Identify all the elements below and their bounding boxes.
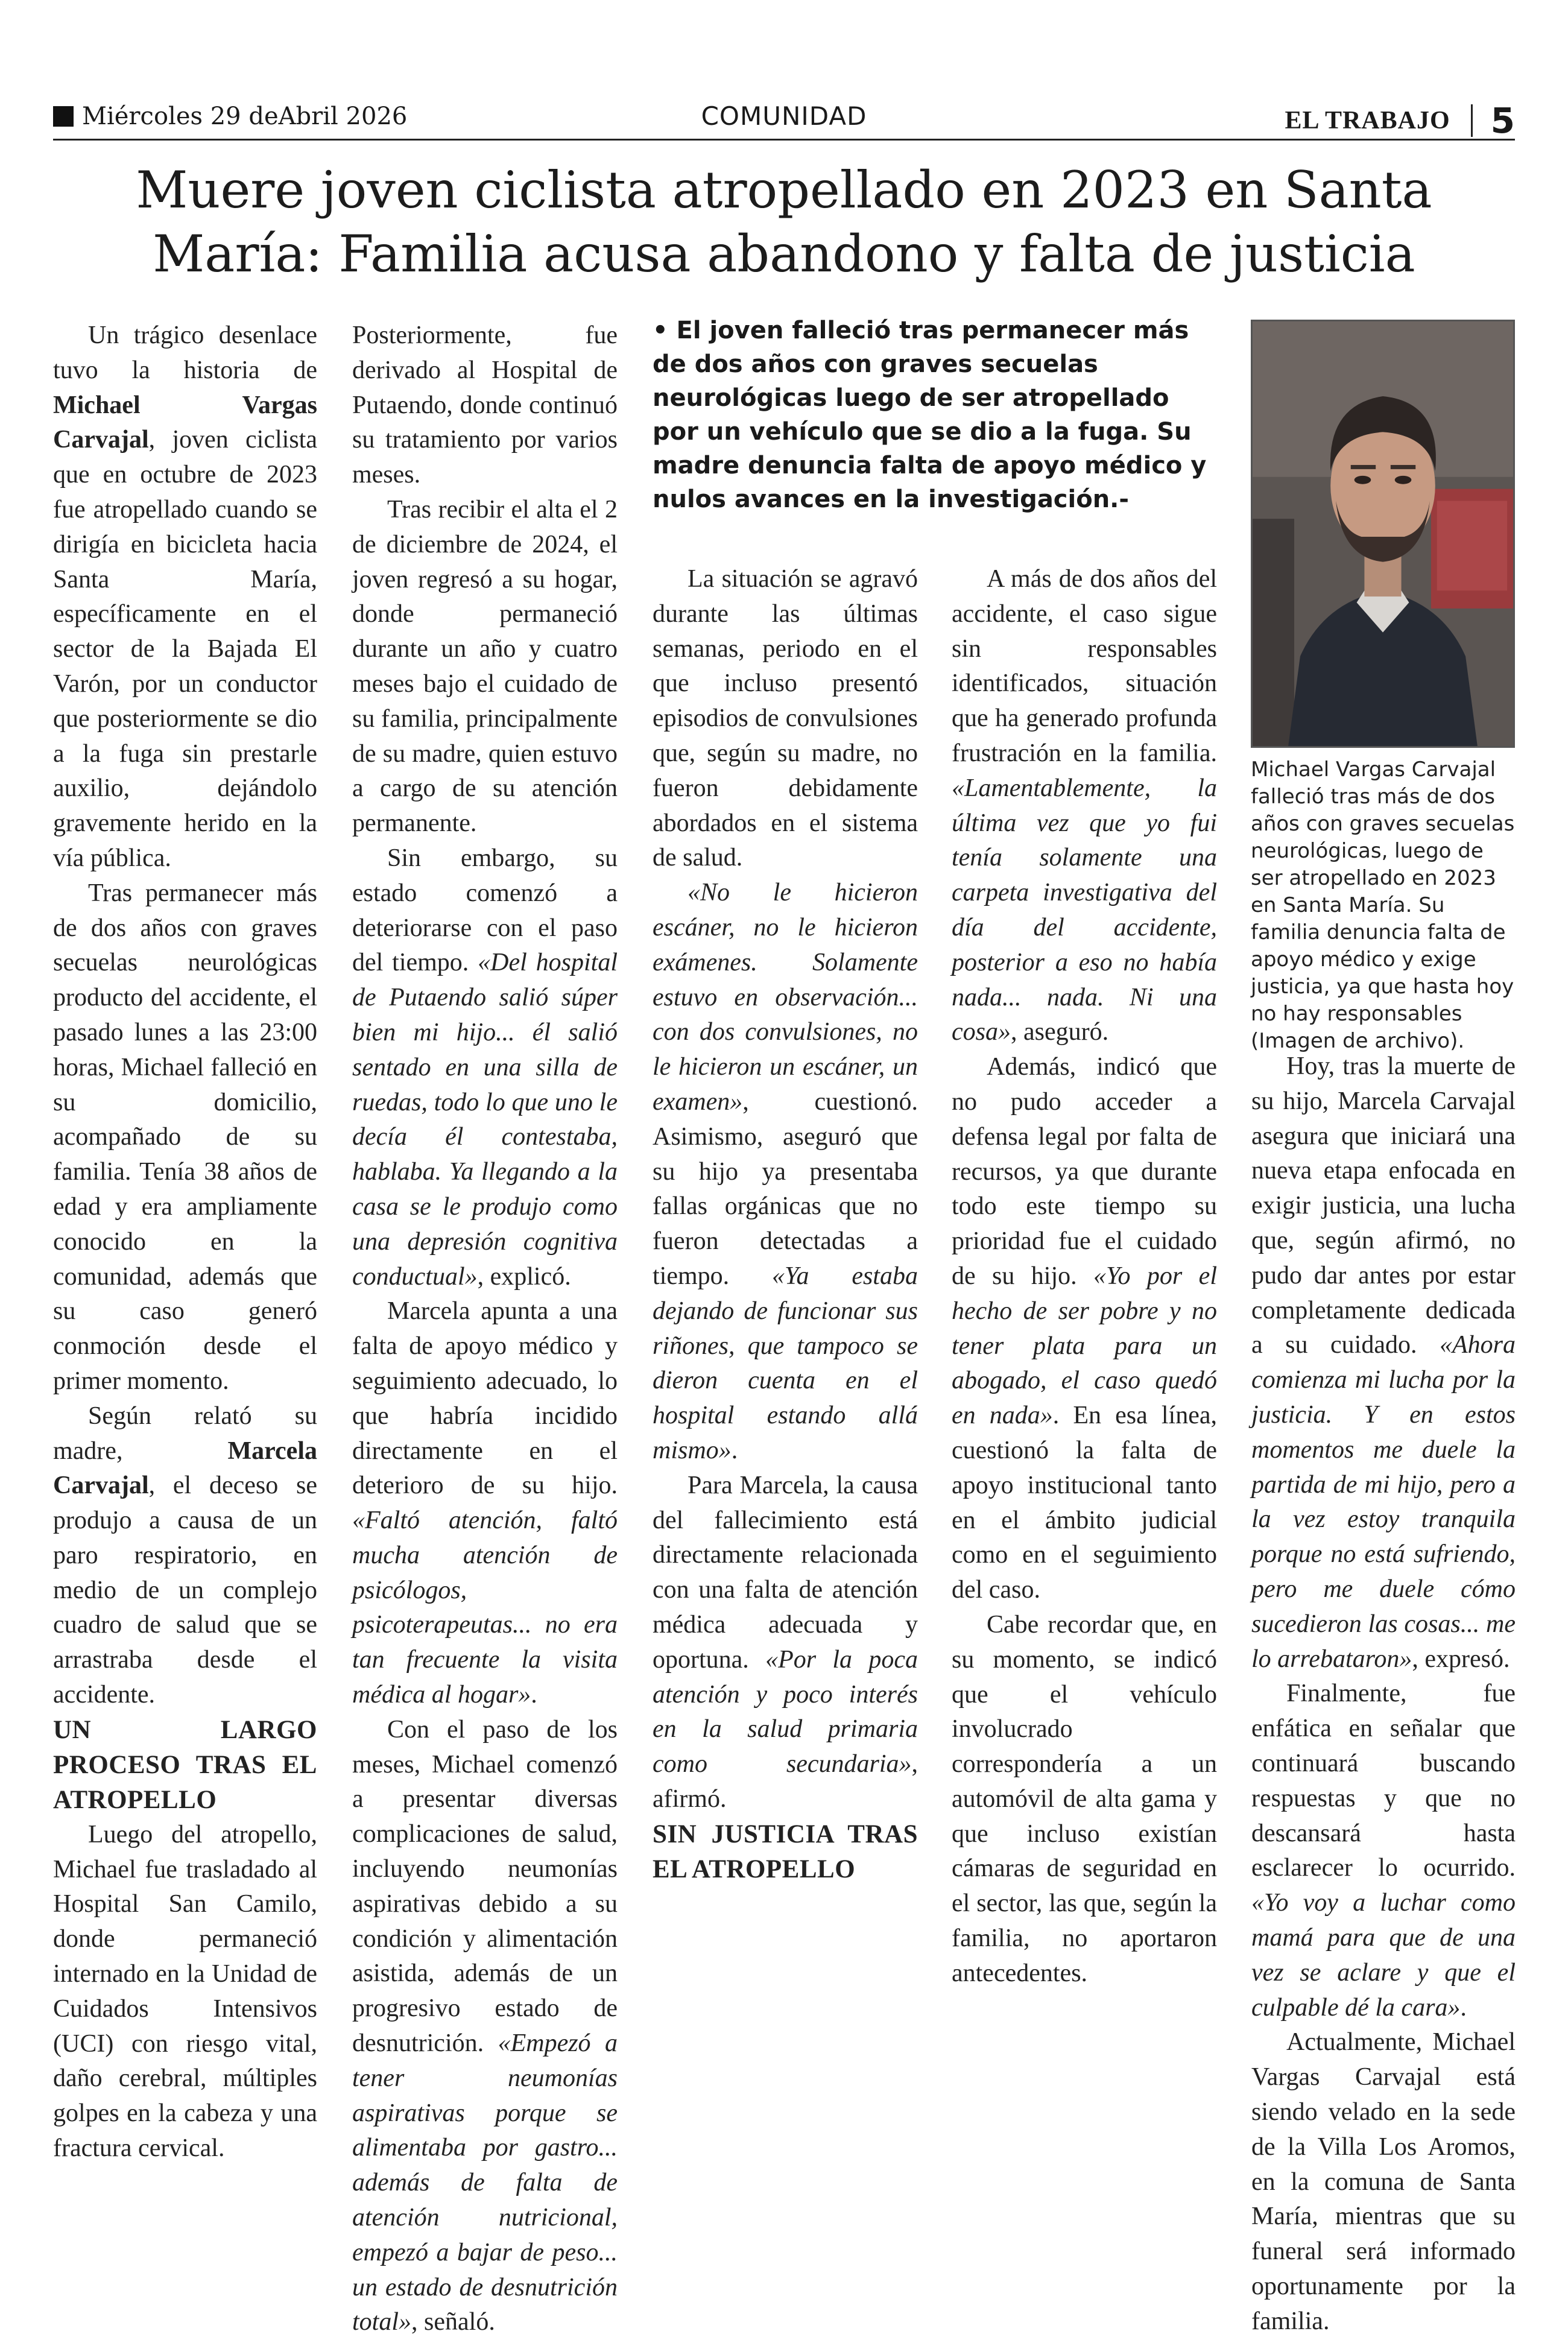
quote: «Faltó atención, faltó mucha atención de psicólogos, psicoterapeutas... no era tan frecuente la visita médica al hogar»: [352, 1507, 618, 1709]
paragraph: La situación se agravó durante las últimas semanas, periodo en el que incluso presentó episodios de convulsiones que, según su madre, no fueron debidamente abordados en el sistema de salud.: [653, 565, 918, 872]
text: Además, indicó que no pudo acceder a defensa legal por falta de recursos, ya que durante todo este tiempo su prioridad fue el cuidado de su hijo.: [952, 1053, 1217, 1290]
quote: «Por la poca atención y poco interés en la salud primaria como secundaria»: [653, 1645, 918, 1779]
text: Marcela apunta a una falta de apoyo médico y seguimiento adecuado, lo que habría incidido directamente en el deterioro de su hijo.: [352, 1297, 618, 1500]
quote: «Yo voy a luchar como mamá para que de una vez se aclare y que el culpable dé la cara»: [1251, 1889, 1516, 2022]
column-5: [1251, 1049, 1516, 2339]
text: , aseguró.: [1011, 1018, 1109, 1046]
quote: «Empezó a tener neumonías aspirativas porque se alimentaba por gastro... además de falta de atención nutricional, empezó a bajar de peso... un estado de desnutrición total»: [352, 2029, 618, 2336]
quote: «Ahora comienza mi lucha por la justicia. Y en estos momentos me duele la partida de mi hijo, pero a la vez estoy tranquila porque no está sufriendo, pero me duele cómo sucedieron las cosas... me lo arrebataron»: [1251, 1331, 1516, 1673]
page-number: 5: [1490, 100, 1515, 141]
text: , señaló.: [411, 2308, 495, 2336]
paragraph: [352, 1294, 618, 1713]
quote: «Lamentablemente, la última vez que yo fui tenía solamente una carpeta investigativa del día del accidente, posterior a eso no había nada... nada. Ni una cosa»: [952, 774, 1217, 1046]
mother-name: Marcela Carvajal: [53, 1437, 317, 1500]
paragraph: [653, 876, 918, 1469]
text: Con el paso de los meses, Michael comenzó a presentar diversas complicaciones de salud, incluyendo neumonías aspirativas debido a su condición y alimentación asistida, además de un progresivo estado de desnutrición.: [352, 1715, 618, 2058]
paragraph: Tras recibir el alta el 2 de diciembre de 2024, el joven regresó a su hogar, donde permaneció durante un año y cuatro meses bajo el cuidado de su familia, principalmente de su madre, quien estuvo a cargo de su atención permanente.: [352, 495, 618, 838]
paragraph: [952, 562, 1217, 1050]
paragraph-continued: [352, 1713, 618, 2340]
text: , expresó.: [1412, 1645, 1510, 1673]
text: , el deceso se produjo a causa de un paro respiratorio, en medio de un complejo cuadro de salud que se arrastraba desde el accidente.: [53, 1472, 317, 1709]
text: Finalmente, fue enfática en señalar que continuará buscando respuestas y que no descansará hasta esclarecer lo ocurrido.: [1251, 1680, 1516, 1882]
column-1: [53, 318, 317, 2166]
section-name: COMUNIDAD: [701, 101, 867, 131]
subheading-largo-proceso: UN LARGO PROCESO TRAS EL ATROPELLO: [53, 1715, 317, 1814]
quote: «Del hospital de Putaendo salió súper bien mi hijo... él salió sentado en una silla de ruedas, todo lo que uno le decía él contestaba, hablaba. Ya llegando a la casa se le produjo como una depresión cognitiva conductual»: [352, 949, 618, 1291]
paragraph: [952, 1050, 1217, 1608]
text: .: [531, 1681, 537, 1709]
text: Hoy, tras la muerte de su hijo, Marcela Carvajal asegura que iniciará una nueva etapa enfocada en exigir justicia, una lucha que, según afirmó, no pudo dar antes por estar completamente dedicada a su cuidado.: [1251, 1052, 1516, 1359]
article-headline: Muere joven ciclista atropellado en 2023 en Santa María: Familia acusa abandono y falta de justicia: [136, 160, 1432, 283]
victim-name: Michael Vargas Carvajal: [53, 391, 317, 454]
text: .: [731, 1436, 738, 1464]
date-text: Miércoles 29 deAbril 2026: [82, 103, 408, 130]
paragraph: [352, 841, 618, 1294]
text: .: [1460, 1993, 1467, 2022]
paragraph-continued: [1251, 1049, 1516, 1677]
newspaper-name: EL TRABAJO: [1285, 107, 1450, 134]
header-right: [1285, 100, 1516, 141]
text: , afirmó.: [653, 1750, 918, 1813]
paragraph: Tras permanecer más de dos años con graves secuelas neurológicas producto del accidente, el pasado lunes a las 23:00 horas, Michael falleció en su domicilio, acompañado de su familia. Tenía 38 años de edad y era ampliamente conocido en la comunidad, además que su caso generó conmoción desde el primer momento.: [53, 879, 317, 1395]
article-photo: [1251, 320, 1515, 748]
text: . En esa línea, cuestionó la falta de apoyo institucional tanto en el ámbito judicial como en el seguimiento del caso.: [952, 1402, 1217, 1604]
paragraph: Posteriormente, fue derivado al Hospital de Putaendo, donde continuó su tratamiento por varios meses.: [352, 321, 618, 489]
portrait-image: [1253, 321, 1513, 746]
text: , cuestionó. Asimismo, aseguró que su hijo ya presentaba fallas orgánicas que no fueron detectadas a tiempo.: [653, 1087, 918, 1290]
paragraph: Actualmente, Michael Vargas Carvajal está siendo velado en la sede de la Villa Los Aromos, en la comuna de Santa María, mientras que su funeral será informado oportunamente por la familia.: [1251, 2028, 1516, 2335]
paragraph-intro: [53, 318, 317, 876]
text: Sin embargo, su estado comenzó a deteriorarse con el paso del tiempo.: [352, 844, 618, 977]
text: Para Marcela, la causa del fallecimiento está directamente relacionada con una falta de atención médica adecuada y oportuna.: [653, 1471, 918, 1674]
column-3: [653, 562, 918, 1887]
intro-text-b: , joven ciclista que en octubre de 2023 fue atropellado cuando se dirigía en bicicleta hacia Santa María, específicamente en el sector de la Bajada El Varón, por un conductor que posteriormente se dio a la fuga sin prestarle auxilio, dejándolo gravemente herido en la vía pública.: [53, 426, 317, 872]
paragraph: [53, 1399, 317, 1713]
paragraph: [653, 1469, 918, 1817]
page-header: [53, 96, 1515, 141]
paragraph: Luego del atropello, Michael fue trasladado al Hospital San Camilo, donde permaneció internado en la Unidad de Cuidados Intensivos (UCI) con riesgo vital, daño cerebral, múltiples golpes en la cabeza y una fractura cervical.: [53, 1820, 317, 2163]
text: , explicó.: [477, 1262, 571, 1291]
photo-caption: Michael Vargas Carvajal falleció tras más de dos años con graves secuelas neurológicas, luego de ser atropellado en 2023 en Santa María. Su familia denuncia falta de apoyo médico y exige justicia, ya que hasta hoy no hay responsables (Imagen de archivo).: [1251, 757, 1515, 1053]
paragraph: [1251, 1677, 1516, 2025]
text: Según relató su madre,: [53, 1402, 317, 1465]
quote: «Ya estaba dejando de funcionar sus riñones, que tampoco se dieron cuenta en el hospital estando allá mismo»: [653, 1262, 918, 1464]
column-4: [952, 562, 1217, 1991]
text: A más de dos años del accidente, el caso sigue sin responsables identificados, situación que ha generado profunda frustración en la familia.: [952, 565, 1217, 767]
column-2: [352, 318, 618, 2340]
header-divider: [1471, 104, 1473, 137]
quote: «Yo por el hecho de ser pobre y no tener plata para un abogado, el caso quedó en nada»: [952, 1262, 1217, 1430]
intro-text-a: Un trágico desenlace tuvo la historia de: [53, 321, 317, 384]
paragraph: Cabe recordar que, en su momento, se indicó que el vehículo involucrado correspondería a un automóvil de alta gama y que incluso existían cámaras de seguridad en el sector, las que, según la familia, no aportaron antecedentes.: [952, 1610, 1217, 1987]
quote: «No le hicieron escáner, no le hicieron exámenes. Solamente estuvo en observación... con dos convulsiones, no le hicieron un escáner, un examen»: [653, 879, 918, 1116]
article-lead: • El joven falleció tras permanecer más de dos años con graves secuelas neurológicas luego de ser atropellado por un vehículo que se dio a la fuga. Su madre denuncia falta de apoyo médico y nulos avances en la investigación.-: [653, 317, 1207, 513]
subheading-sin-justicia: SIN JUSTICIA TRAS EL ATROPELLO: [653, 1820, 918, 1883]
